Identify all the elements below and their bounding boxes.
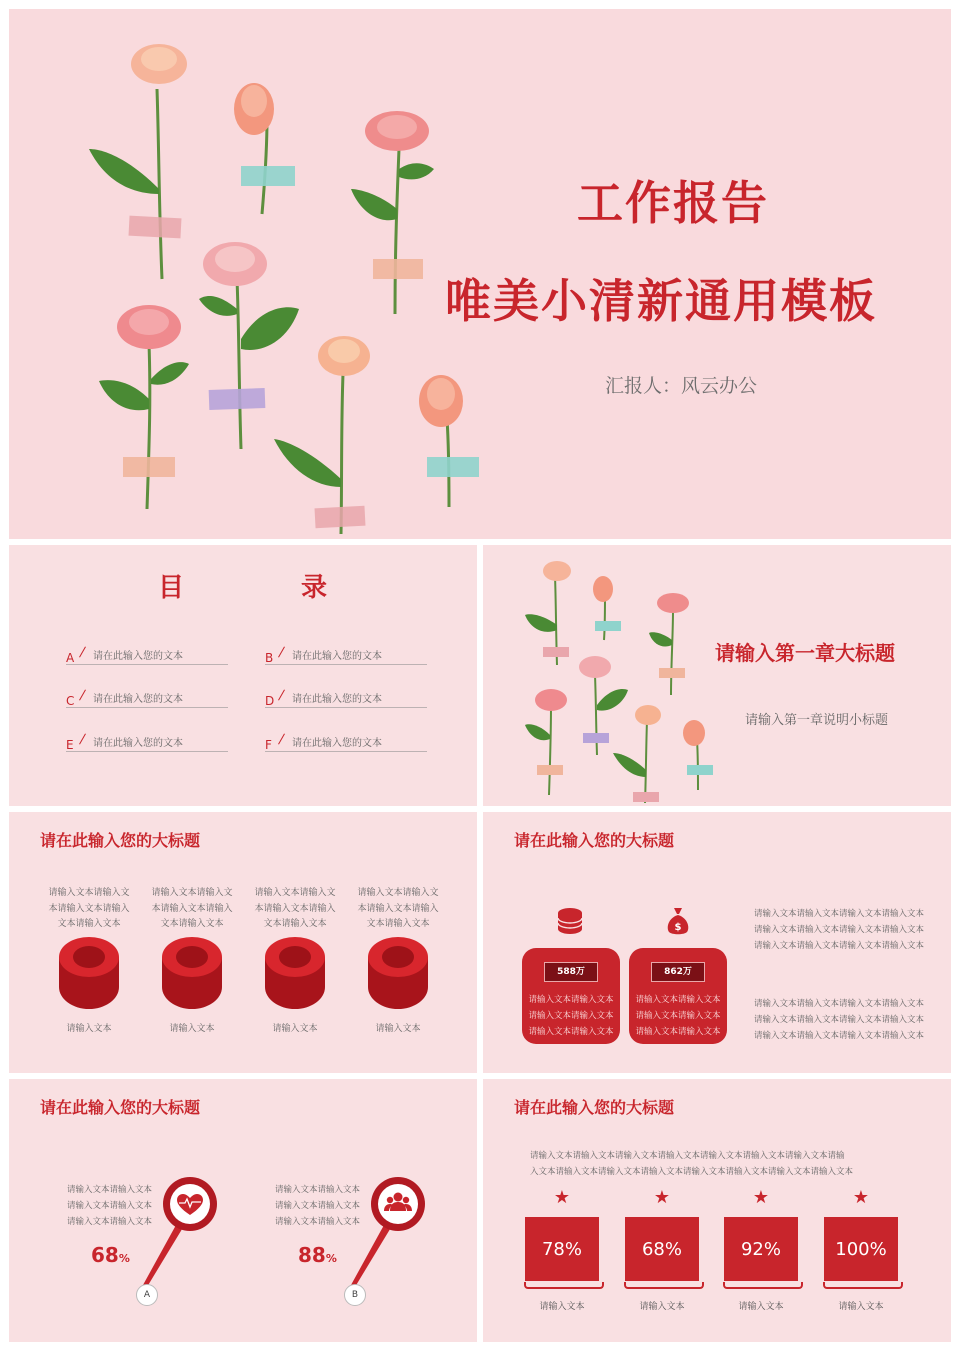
stats-slide	[483, 1079, 951, 1342]
stat-box-3: 92%	[724, 1217, 798, 1281]
text-line: 请输入文本请输入文本	[635, 1011, 721, 1021]
pin-letter-b: B	[344, 1284, 366, 1306]
ring-shapes	[9, 937, 477, 1017]
ring-label-1: 请输入文本	[66, 1024, 112, 1034]
rings-slide	[9, 812, 477, 1073]
paragraph-2	[754, 996, 924, 1044]
stat-box-1: 78%	[525, 1217, 599, 1281]
rose-illustration	[513, 555, 723, 805]
slide-title: 请在此输入您的大标题	[514, 831, 675, 850]
text-line: 文本请输入文本	[366, 919, 430, 929]
text-line: 请输入文本请输入文本	[275, 1185, 361, 1195]
toc-item-text: 请在此输入您的文本	[292, 694, 382, 705]
slash-divider	[79, 690, 86, 701]
pin-letter-a: A	[136, 1284, 158, 1306]
ring-4	[368, 937, 428, 1009]
text-line: 请输入文本请输入文本请输入文本请输入文本	[754, 925, 925, 935]
value-card-1	[522, 948, 620, 1044]
toc-item-e[interactable]	[66, 729, 228, 752]
text-line: 本请输入文本请输入	[48, 903, 130, 914]
percent-unit: %	[325, 1252, 337, 1265]
box-base	[524, 1282, 604, 1289]
text-line: 文本请输入文本	[160, 919, 224, 929]
rose-7	[419, 375, 479, 507]
cover-title: 工作报告	[577, 176, 769, 230]
text-line: 请输入文本请输入文本	[635, 1027, 721, 1037]
slash-divider	[278, 690, 285, 701]
reporter-text: 汇报人：风云办公	[605, 375, 758, 397]
toc-letter: A	[66, 651, 75, 665]
slide-title: 请在此输入您的大标题	[40, 1098, 201, 1117]
chapter-title: 请输入第一章大标题	[715, 641, 895, 665]
percent-unit: %	[118, 1252, 130, 1265]
text-line: 请输入文本请输入文本	[635, 995, 721, 1005]
text-line: 请输入文本请输入文本	[275, 1201, 361, 1211]
card-text	[629, 992, 727, 1040]
text-line: 本请输入文本请输入	[151, 903, 233, 914]
toc-item-text: 请在此输入您的文本	[292, 738, 382, 749]
stat-box-2: 68%	[625, 1217, 699, 1281]
text-line: 请输入文本请输入文本	[528, 1011, 614, 1021]
text-line: 请输入文本请输入文本请输入文本请输入文本	[754, 1031, 925, 1041]
box-base	[624, 1282, 704, 1289]
card-value: 862万	[651, 962, 705, 982]
slide-title: 请在此输入您的大标题	[514, 1098, 675, 1117]
toc-heading-2: 录	[301, 573, 328, 603]
slash-divider	[79, 734, 86, 745]
percent-number: 68	[91, 1243, 119, 1267]
cover-subtitle: 唯美小清新通用模板	[445, 274, 877, 328]
stat-label-2: 请输入文本	[639, 1302, 685, 1312]
toc-letter: C	[66, 694, 75, 708]
rose-3	[351, 111, 434, 314]
chapter-slide	[483, 545, 951, 806]
star-icon: ★	[553, 1187, 571, 1208]
toc-item-text: 请在此输入您的文本	[292, 651, 382, 662]
ring-label-3: 请输入文本	[272, 1024, 318, 1034]
rose-2	[234, 83, 295, 214]
percent-pin-slide	[9, 1079, 477, 1342]
text-line: 请输入文本请输入文本	[528, 995, 614, 1005]
toc-slide	[9, 545, 477, 806]
svg-text:$: $	[674, 922, 682, 933]
text-line: 请输入文本请输入文本	[528, 1027, 614, 1037]
text-line: 请输入文本请输入文本	[275, 1217, 361, 1227]
text-line: 请输入文本请输入文	[151, 888, 233, 898]
money-slide	[483, 812, 951, 1073]
rose-6	[274, 336, 370, 534]
box-base	[823, 1282, 903, 1289]
ring-description-3	[249, 886, 341, 933]
text-line: 请输入文本请输入文本请输入文本请输入文本请输入文本请输入文本请输入文本请输	[530, 1151, 845, 1161]
money-bag-icon	[665, 906, 691, 936]
box-base	[723, 1282, 803, 1289]
stat-label-4: 请输入文本	[838, 1302, 884, 1312]
toc-item-text: 请在此输入您的文本	[93, 651, 183, 662]
text-line: 请输入文本请输入文	[48, 888, 130, 898]
star-icon: ★	[752, 1187, 770, 1208]
slash-divider	[79, 647, 86, 658]
slash-divider	[278, 647, 285, 658]
coins-icon	[555, 906, 585, 936]
toc-item-a[interactable]	[66, 642, 228, 665]
toc-heading-1: 目	[158, 573, 185, 603]
text-line: 请输入文本请输入文本请输入文本请输入文本	[754, 999, 925, 1009]
percent-value-2	[298, 1243, 337, 1267]
rose-4	[199, 242, 299, 449]
intro-paragraph	[530, 1148, 853, 1180]
ring-1	[59, 937, 119, 1009]
percent-value-1	[91, 1243, 130, 1267]
toc-item-b[interactable]	[265, 642, 427, 665]
ring-description-2	[146, 886, 238, 933]
rose-illustration	[9, 9, 489, 539]
percent-number: 88	[298, 1243, 326, 1267]
ring-label-2: 请输入文本	[169, 1024, 215, 1034]
toc-letter: B	[265, 651, 274, 665]
text-line: 请输入文本请输入文	[254, 888, 336, 898]
slide-title: 请在此输入您的大标题	[40, 831, 201, 850]
toc-item-c[interactable]	[66, 685, 228, 708]
stat-label-1: 请输入文本	[539, 1302, 585, 1312]
toc-item-f[interactable]	[265, 729, 427, 752]
rose-5	[99, 305, 189, 509]
text-line: 请输入文本请输入文本	[67, 1217, 153, 1227]
stat-box-4: 100%	[824, 1217, 898, 1281]
text-line: 本请输入文本请输入	[254, 903, 336, 914]
text-line: 请输入文本请输入文本请输入文本请输入文本	[754, 941, 925, 951]
text-line: 文本请输入文本	[57, 919, 121, 929]
text-line: 请输入文本请输入文本	[67, 1185, 153, 1195]
text-line: 请输入文本请输入文本请输入文本请输入文本	[754, 1015, 925, 1025]
cover-slide	[9, 9, 951, 539]
card-text	[522, 992, 620, 1040]
text-line: 文本请输入文本	[263, 919, 327, 929]
text-line: 入文本请输入文本请输入文本请输入文本请输入文本请输入文本请输入文本请输入文本	[530, 1167, 854, 1177]
card-value: 588万	[544, 962, 598, 982]
paragraph-1	[754, 906, 924, 954]
text-line: 请输入文本请输入文本请输入文本请输入文本	[754, 909, 925, 919]
star-icon: ★	[852, 1187, 870, 1208]
text-line: 本请输入文本请输入	[357, 903, 439, 914]
toc-item-d[interactable]	[265, 685, 427, 708]
ring-description-1	[43, 886, 135, 933]
chapter-subtitle: 请输入第一章说明小标题	[745, 713, 889, 728]
toc-letter: F	[265, 738, 272, 752]
toc-item-text: 请在此输入您的文本	[93, 738, 183, 749]
ring-description-4	[352, 886, 444, 933]
slash-divider	[278, 734, 285, 745]
value-card-2	[629, 948, 727, 1044]
toc-letter: D	[265, 694, 275, 708]
text-line: 请输入文本请输入文	[357, 888, 439, 898]
rose-1	[89, 44, 187, 279]
text-line: 请输入文本请输入文本	[67, 1201, 153, 1211]
ring-label-4: 请输入文本	[375, 1024, 421, 1034]
toc-item-text: 请在此输入您的文本	[93, 694, 183, 705]
toc-letter: E	[66, 738, 74, 752]
star-icon: ★	[653, 1187, 671, 1208]
ring-3	[265, 937, 325, 1009]
ring-2	[162, 937, 222, 1009]
stat-label-3: 请输入文本	[738, 1302, 784, 1312]
